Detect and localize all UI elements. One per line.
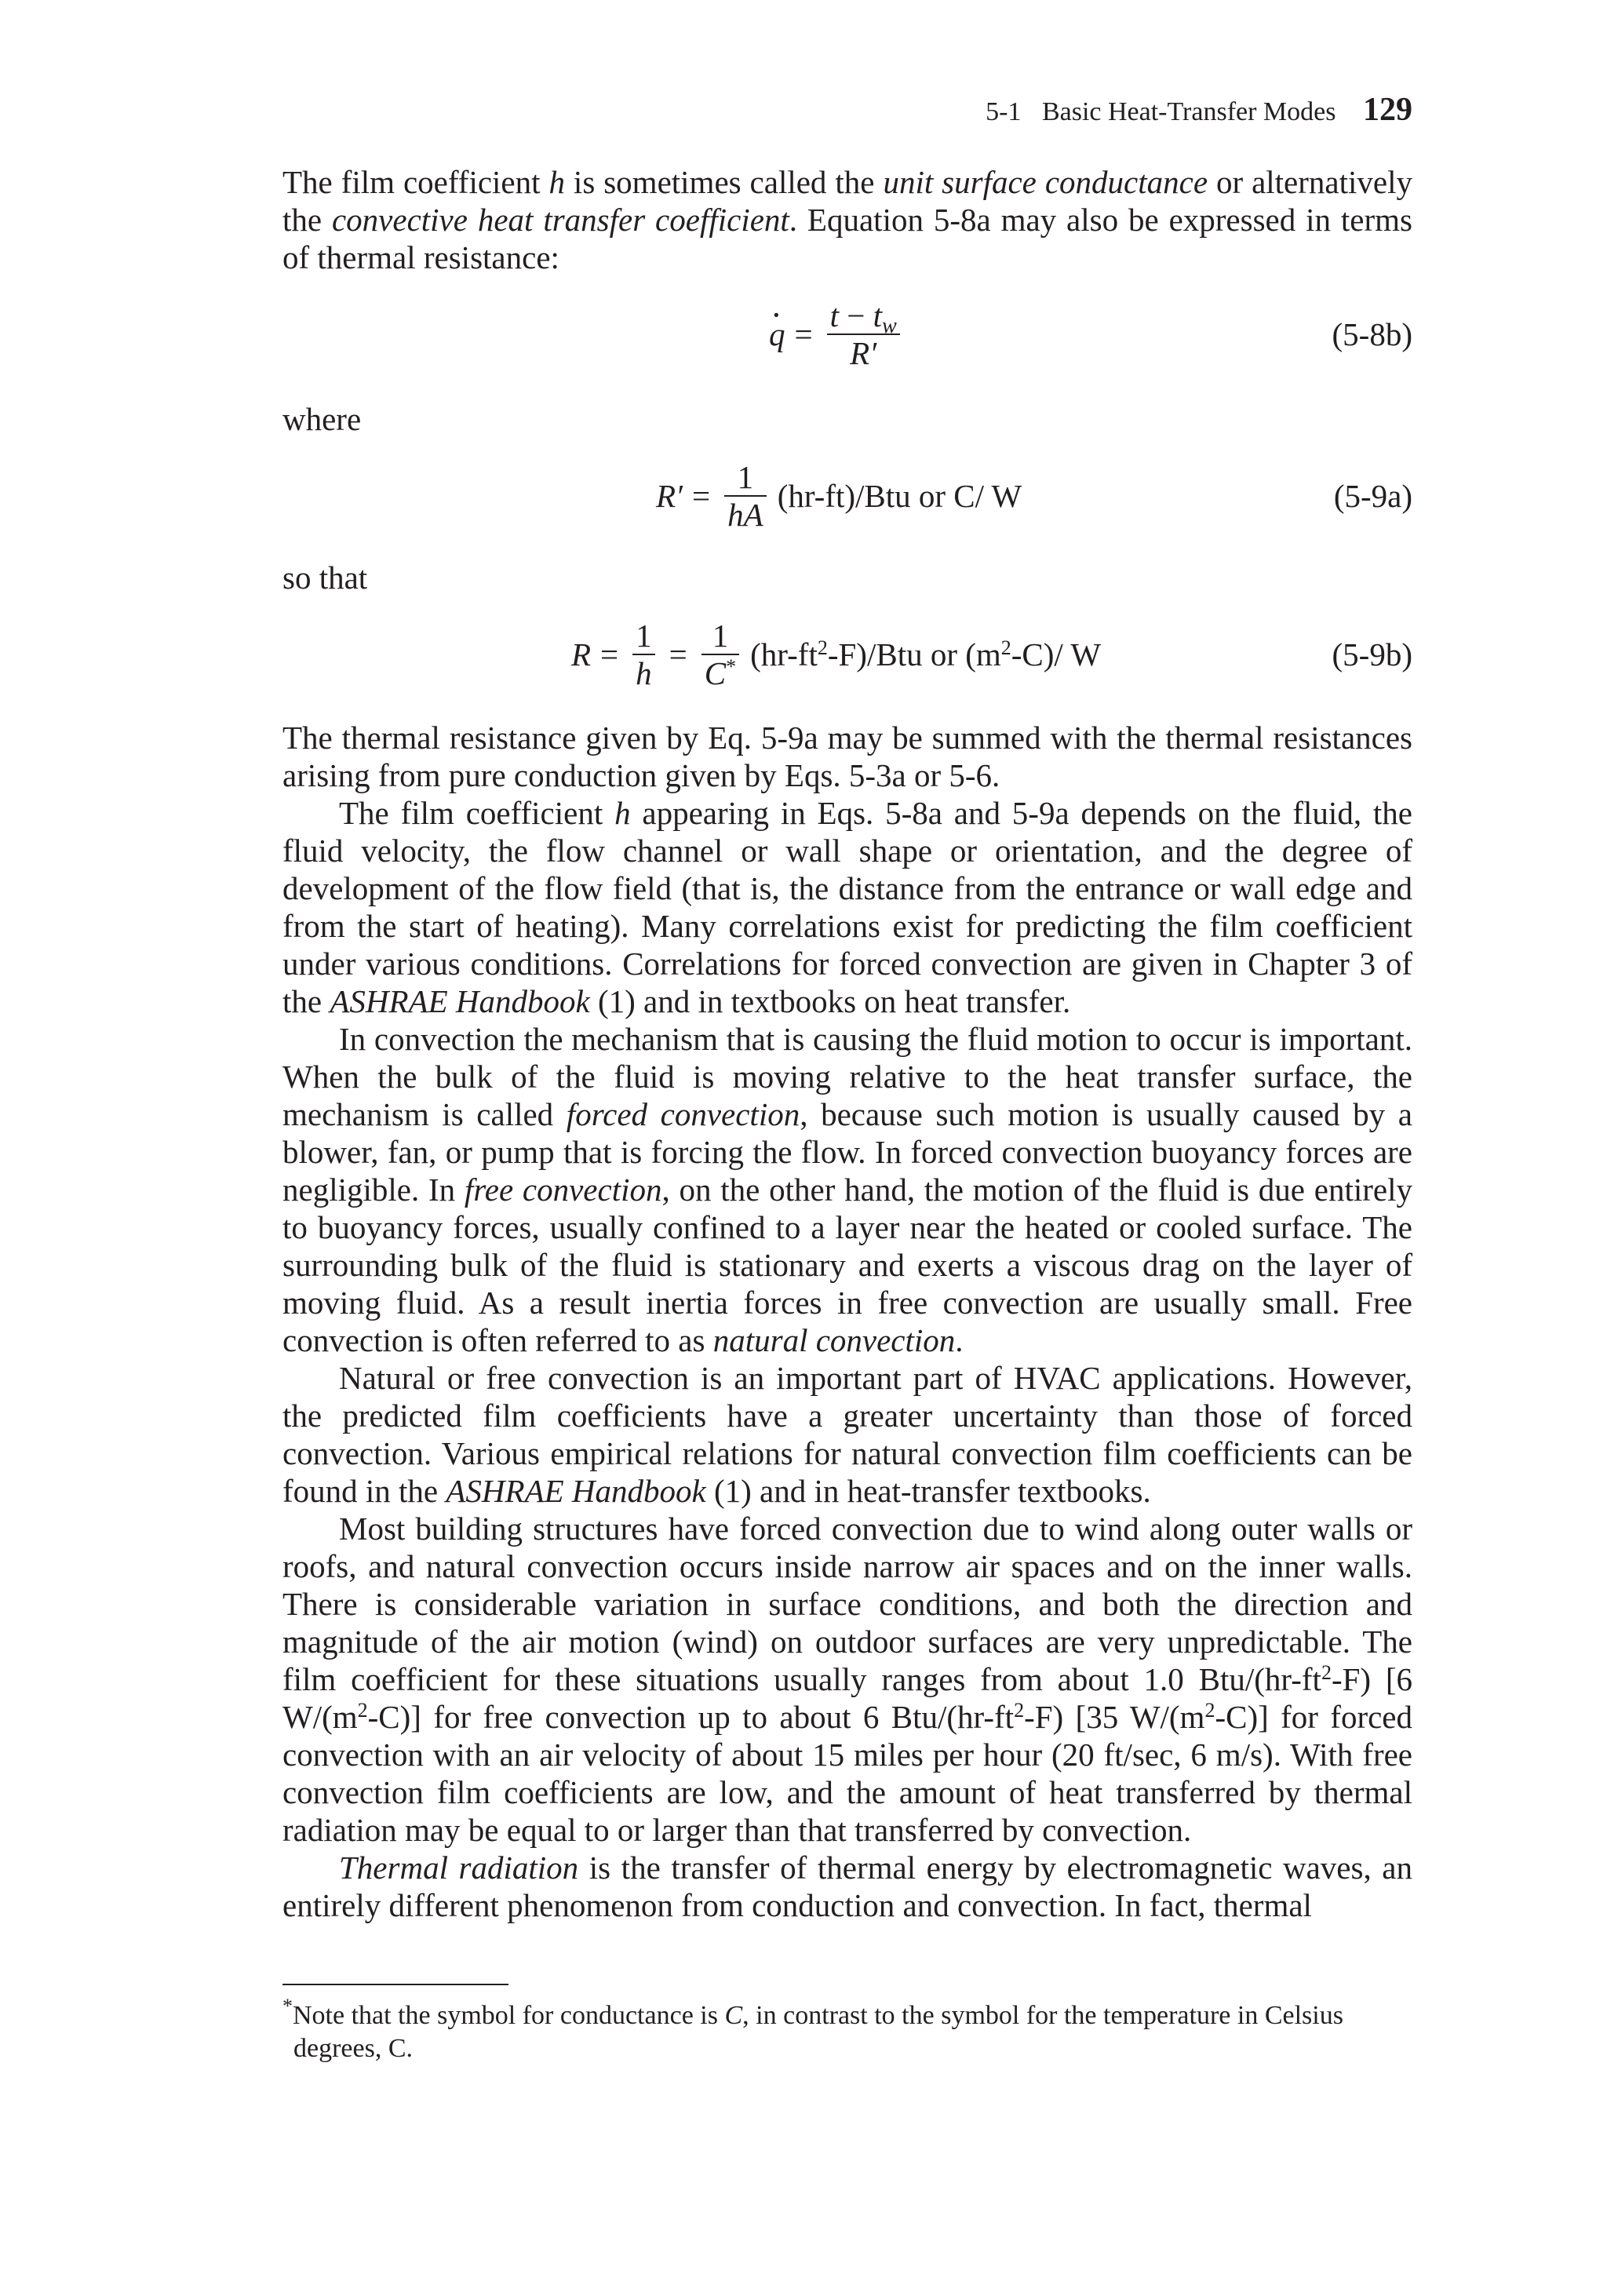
label-where: where [282, 401, 362, 437]
body-text [282, 719, 1412, 1924]
denominator: R′ [850, 335, 877, 371]
footnote-rule [282, 1984, 508, 1985]
variable-t: t [873, 297, 883, 333]
term-forced-convection: forced convection [566, 1096, 800, 1132]
text: is sometimes called the [564, 164, 884, 200]
paragraph-2: The thermal resistance given by Eq. 5-9a may be summed with the thermal resistances arising from pure conduction given by Eqs. 5-3a or 5-6. [282, 720, 1412, 793]
book-title: ASHRAE Handbook [330, 983, 590, 1019]
text: or alternatively the [282, 164, 1412, 238]
term-free-convection: free convection [464, 1172, 662, 1208]
book-title: ASHRAE Handbook [446, 1473, 706, 1509]
term-unit-surface-conductance: unit surface conductance [883, 164, 1208, 200]
denominator: h [636, 655, 652, 691]
lhs: R [571, 636, 592, 672]
paragraph-3: The film coefficient h appearing in Eqs. 5-8a and 5-9a depends on the fluid, the fluid velocity, the flow channel or wall shape or orientation, and the degree of development of the flow field (that is, the distance from the entrance or wall edge and from the start of heating). Many correlations exist for predicting the film coefficient under various conditions. Correlations for forced convection are given in Chapter 3 of the ASHRAE Handbook (1) and in textbooks on heat transfer. [282, 795, 1412, 1019]
label-so-that: so that [282, 559, 368, 596]
equation-number: (5-8b) [1332, 316, 1412, 352]
fraction [827, 297, 900, 371]
paragraph-5: Natural or free convection is an important part of HVAC applications. However, the predicted film coefficients have a greater uncertainty than those of forced convection. Various empirical relations for natural convection film coefficients can be found in the ASHRAE Handbook (1) and in heat-transfer textbooks. [282, 1360, 1412, 1509]
fraction [724, 459, 767, 533]
variable-t: t [829, 297, 840, 333]
footnote-mark: * [282, 1995, 293, 2017]
equation-number: (5-9a) [1333, 478, 1412, 514]
term-natural-convection: natural convection [712, 1322, 956, 1358]
numerator: 1 [737, 459, 754, 495]
numerator: 1 [712, 618, 729, 654]
section-number: 5-1 [986, 97, 1022, 126]
equals-sign: = [794, 316, 813, 352]
term-thermal-radiation: Thermal radiation [339, 1850, 579, 1886]
units: (hr-ft)/Btu or C/ W [777, 478, 1022, 514]
q-dot-symbol: · q [769, 315, 785, 353]
variable-h: h [614, 795, 631, 831]
equals-sign: = [669, 636, 687, 672]
equation-5-9a [282, 450, 1412, 541]
page-number: 129 [1363, 92, 1412, 128]
section-title: Basic Heat-Transfer Modes [1041, 97, 1336, 126]
equals-sign: = [692, 478, 711, 514]
lhs: R′ [656, 478, 683, 514]
variable-C: C [724, 2001, 743, 2030]
subscript-w: w [882, 314, 897, 338]
units: $(hr-ft^2-F)$/Btu or $(m^2-C)/$ W [750, 636, 1102, 672]
text: The film coefficient [282, 164, 549, 200]
numerator: 1 [636, 618, 652, 654]
footnote: *Note that the symbol for conductance is C, in contrast to the symbol for the temperature in Celsius degrees, C. [282, 1995, 1343, 2063]
term-convective-heat-transfer-coefficient: convective heat transfer coefficient [331, 202, 789, 238]
fraction [632, 618, 655, 691]
equation-number: (5-9b) [1332, 636, 1412, 672]
denominator: hA [727, 497, 763, 533]
equation-5-9b [282, 609, 1412, 700]
variable-C: C [704, 655, 727, 691]
running-head [986, 91, 1412, 131]
paragraph-7: Thermal radiation is the transfer of thermal energy by electromagnetic waves, an entirely different phenomenon from conduction and convection. In fact, thermal [282, 1850, 1412, 1923]
paragraph-4: In convection the mechanism that is causing the fluid motion to occur is important. When the bulk of the fluid is moving relative to the heat transfer surface, the mechanism is called forced convection, because such motion is usually caused by a blower, fan, or pump that is forcing the flow. In forced convection buoyancy forces are negligible. In free convection, on the other hand, the motion of the fluid is due entirely to buoyancy forces, usually confined to a layer near the heated or cooled surface. The surrounding bulk of the fluid is stationary and exerts a viscous drag on the layer of moving fluid. As a result inertia forces in free convection are usually small. Free convection is often referred to as natural convection. [282, 1021, 1412, 1358]
text: . Equation 5-8a may also be expressed in terms of thermal resistance: [282, 202, 1412, 275]
variable-h: h [548, 164, 565, 200]
paragraph-1 [282, 163, 1412, 276]
asterisk: * [726, 655, 737, 678]
minus-sign: − [839, 297, 873, 333]
fraction [701, 618, 739, 691]
equation-5-8b [282, 289, 1412, 380]
paragraph-6: Most building structures have forced convection due to wind along outer walls or roofs, and natural convection occurs inside narrow air spaces and on the inner walls. There is considerable variation in surface conditions, and both the direction and magnitude of the air motion (wind) on outdoor surfaces are very unpredictable. The film coefficient for these situations usually ranges from about 1.0 Btu/$(hr-ft^2-F)$ [6 $W/(m^2-C)$] for free convection up to about 6 Btu/$(hr-ft^2-F)$ [35 $W/(m^2-C)$] for forced convection with an air velocity of about 15 miles per hour (20 ft/sec, 6 m/s). With free convection film coefficients are low, and the amount of heat transferred by thermal radiation may be equal to or larger than that transferred by convection. [282, 1511, 1413, 1848]
equals-sign: = [600, 636, 619, 672]
